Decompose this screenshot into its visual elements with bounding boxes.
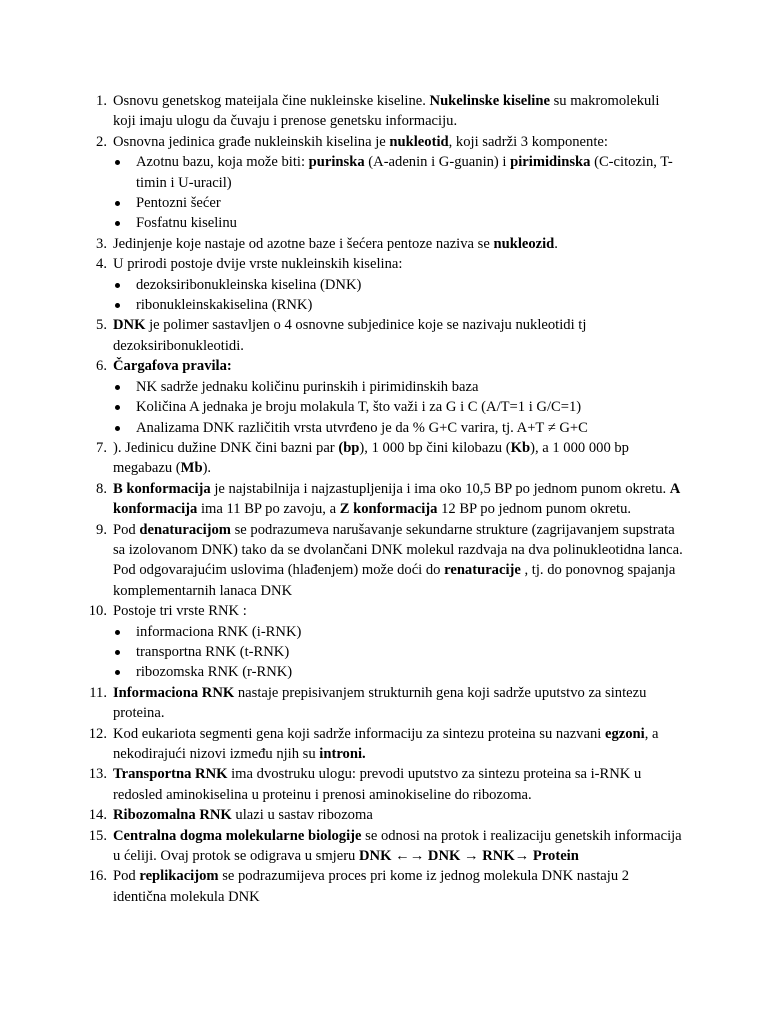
item-text xyxy=(113,438,684,479)
list-item xyxy=(78,826,684,867)
text-run: ), a 1 000 000 bp megabazu ( xyxy=(113,439,629,477)
text-run: Analizama DNK različitih vrsta utvrđeno je da % G+C varira, tj. A+T ≠ G+C xyxy=(136,419,588,436)
text-run: informaciona RNK (i-RNK) xyxy=(136,623,302,640)
item-text xyxy=(113,234,684,254)
item-text xyxy=(113,866,684,907)
list-item xyxy=(78,254,684,315)
bullet-dot-icon xyxy=(115,426,120,431)
text-run: ribonukleinskakiselina (RNK) xyxy=(136,297,313,314)
item-number: 6. xyxy=(96,358,107,375)
bullet-dot-icon xyxy=(115,283,120,288)
bullet-item xyxy=(113,397,684,417)
text-run: Jedinjenje koje nastaje od azotne baze i šećera pentoze naziva se xyxy=(113,235,494,252)
item-number: 3. xyxy=(96,235,107,252)
bullet-dot-icon xyxy=(115,160,120,165)
bold-term: Ribozomalna RNK xyxy=(113,807,232,824)
list-item xyxy=(78,683,684,724)
list-item xyxy=(78,438,684,479)
item-number: 15. xyxy=(88,827,107,844)
item-number: 8. xyxy=(96,480,107,497)
bullet-item xyxy=(113,418,684,438)
bold-term: introni. xyxy=(319,746,366,762)
list-item xyxy=(78,356,684,438)
text-run: Osnovna jedinica građe nukleinskih kiselina je xyxy=(113,133,390,150)
item-number: 14. xyxy=(88,807,107,824)
bold-term: Mb xyxy=(180,460,203,477)
item-number: 4. xyxy=(96,256,107,273)
text-run: Kod eukariota segmenti gena koji sadrže informaciju za sintezu proteina su nazvani xyxy=(113,725,605,742)
text-run: Osnovu genetskog mateijala čine nukleinske kiseline. xyxy=(113,93,430,109)
list-item xyxy=(78,866,684,907)
bullet-dot-icon xyxy=(115,385,120,390)
text-run: , koji sadrži 3 komponente: xyxy=(448,133,608,150)
text-run: ima 11 BP po zavoju, a xyxy=(197,501,340,518)
item-number: 2. xyxy=(96,133,107,150)
bold-term: Centralna dogma molekularne biologije xyxy=(113,827,362,844)
item-text xyxy=(113,91,684,132)
text-run: se podrazumeva narušavanje sekundarne strukture (zagrijavanjem supstrata sa izolovanom DNK) tako da se dvolančani DNK molekul razdvaja na dva polinukleotidna lanca. Pod odgovarajućim uslovima (hlađenjem) može doći do xyxy=(113,521,683,579)
bullet-item xyxy=(113,193,684,213)
bullet-dot-icon xyxy=(115,630,120,635)
bold-term: replikacijom xyxy=(139,868,219,885)
text-run: se podrazumijeva proces pri kome iz jednog molekula DNK nastaju 2 identična molekula DNK xyxy=(113,868,630,905)
text-run: U prirodi postoje dvije vrste nukleinskih kiselina: xyxy=(113,256,403,273)
bullet-list xyxy=(113,152,684,234)
item-number: 11. xyxy=(89,684,107,701)
text-run: dezoksiribonukleinska kiselina (DNK) xyxy=(136,276,362,293)
text-run: Pod xyxy=(113,521,140,538)
text-run: (A-adenin i G-guanin) i xyxy=(364,154,511,171)
bullet-item xyxy=(113,152,684,193)
bold-term: DNK ←→ DNK → RNK→ Protein xyxy=(359,848,579,865)
bullet-item xyxy=(113,662,684,682)
item-number: 16. xyxy=(88,868,107,885)
list-item xyxy=(78,520,684,602)
text-run: , tj. do ponovnog spajanja komplementarnih lanaca DNK xyxy=(113,562,676,599)
item-number: 12. xyxy=(88,725,107,742)
item-text xyxy=(113,805,684,825)
list-item xyxy=(78,132,684,234)
bold-term: renaturacije xyxy=(444,562,521,579)
bullet-list xyxy=(113,275,684,316)
text-run: ). xyxy=(202,460,212,477)
bold-term: purinska xyxy=(308,154,365,171)
bold-term: DNK xyxy=(113,317,146,334)
text-run: je polimer sastavljen o 4 osnovne subjedinice koje se nazivaju nukleotidi tj dezoksiribonukleotidi. xyxy=(113,317,587,354)
item-number: 7. xyxy=(96,439,107,456)
text-run: su makromolekuli koji imaju ulogu da čuvaju i prenose genetsku informaciju. xyxy=(113,93,660,130)
item-number: 10. xyxy=(88,603,107,620)
text-run: je najstabilnija i najzastupljenija i ima oko 10,5 BP po jednom punom okretu. xyxy=(210,480,670,497)
text-run: Pod xyxy=(113,868,140,885)
bold-term: denaturacijom xyxy=(139,521,231,538)
bullet-item xyxy=(113,377,684,397)
text-run: (C-citozin, T-timin i U-uracil) xyxy=(136,154,673,191)
bullet-item xyxy=(113,622,684,642)
bold-term: Kb xyxy=(510,439,531,456)
item-text xyxy=(113,826,684,867)
item-number: 1. xyxy=(96,93,107,109)
bullet-dot-icon xyxy=(115,650,120,655)
bold-term: B konformacija xyxy=(113,480,211,497)
list-item xyxy=(78,724,684,765)
bullet-dot-icon xyxy=(115,405,120,410)
text-run: . xyxy=(554,235,558,252)
item-text xyxy=(113,356,684,376)
text-run: ulazi u sastav ribozoma xyxy=(231,807,373,824)
bullet-item xyxy=(113,642,684,662)
text-run: ribozomska RNK (r-RNK) xyxy=(136,664,293,681)
list-item xyxy=(78,91,684,132)
list-item xyxy=(78,764,684,805)
item-text xyxy=(113,520,684,602)
document-page xyxy=(78,91,684,907)
text-run: ). Jedinicu dužine DNK čini bazni par xyxy=(113,439,339,456)
bullet-dot-icon xyxy=(115,201,120,206)
list-item xyxy=(78,234,684,254)
bold-term: Z konformacija xyxy=(339,501,438,518)
item-text xyxy=(113,683,684,724)
text-run: 12 BP po jednom punom okretu. xyxy=(437,501,632,518)
bold-term: egzoni xyxy=(604,725,645,742)
text-run: ima dvostruku ulogu: prevodi uputstvo za sintezu proteina sa i-RNK u redosled aminokiselina u proteinu i prenosi aminokiseline do ribozoma. xyxy=(113,766,642,803)
list-item xyxy=(78,805,684,825)
bullet-item xyxy=(113,275,684,295)
text-run: Količina A jednaka je broju molakula T, što važi i za G i C (A/T=1 i G/C=1) xyxy=(136,399,582,416)
item-text xyxy=(113,724,684,765)
item-number: 9. xyxy=(96,521,107,538)
text-run: , a nekodirajući nizovi između njih su xyxy=(113,725,659,762)
bullet-dot-icon xyxy=(115,303,120,308)
item-number: 13. xyxy=(88,766,107,783)
bold-term: Nukelinske kiseline xyxy=(429,93,550,109)
bold-term: nukleotid xyxy=(389,133,449,150)
item-text xyxy=(113,254,684,274)
list-item xyxy=(78,479,684,520)
bold-term: (bp xyxy=(338,439,360,456)
list-item xyxy=(78,315,684,356)
bullet-dot-icon xyxy=(115,670,120,675)
item-text xyxy=(113,315,684,356)
bold-term: nukleozid xyxy=(493,235,555,252)
item-text xyxy=(113,132,684,152)
bullet-item xyxy=(113,295,684,315)
text-run: transportna RNK (t-RNK) xyxy=(136,643,290,660)
list-item xyxy=(78,601,684,683)
item-text xyxy=(113,601,684,621)
bullet-dot-icon xyxy=(115,221,120,226)
bold-term: pirimidinska xyxy=(510,154,591,171)
text-run: se odnosi na protok i realizaciju genetskih informacija u ćeliji. Ovaj protok se odigrava u smjeru xyxy=(113,827,682,865)
text-run: nastaje prepisivanjem strukturnih gena koji sadrže uputstvo za sintezu proteina. xyxy=(113,684,647,722)
bullet-item xyxy=(113,213,684,233)
text-run: Pentozni šećer xyxy=(136,195,221,212)
text-run: Postoje tri vrste RNK : xyxy=(113,603,247,620)
item-number: 5. xyxy=(96,317,107,334)
bold-term: Transportna RNK xyxy=(113,766,228,783)
text-run: NK sadrže jednaku količinu purinskih i pirimidinskih baza xyxy=(136,378,479,395)
bold-term: A konformacija xyxy=(113,480,680,518)
item-text xyxy=(113,764,684,805)
bold-term: Čargafova pravila: xyxy=(113,358,232,375)
item-text xyxy=(113,479,684,520)
bullet-list xyxy=(113,377,684,438)
text-run: Azotnu bazu, koja može biti: xyxy=(136,154,309,171)
bold-term: Informaciona RNK xyxy=(113,684,235,701)
bullet-list xyxy=(113,622,684,683)
text-run: Fosfatnu kiselinu xyxy=(136,215,237,232)
text-run: ), 1 000 bp čini kilobazu ( xyxy=(359,439,511,456)
